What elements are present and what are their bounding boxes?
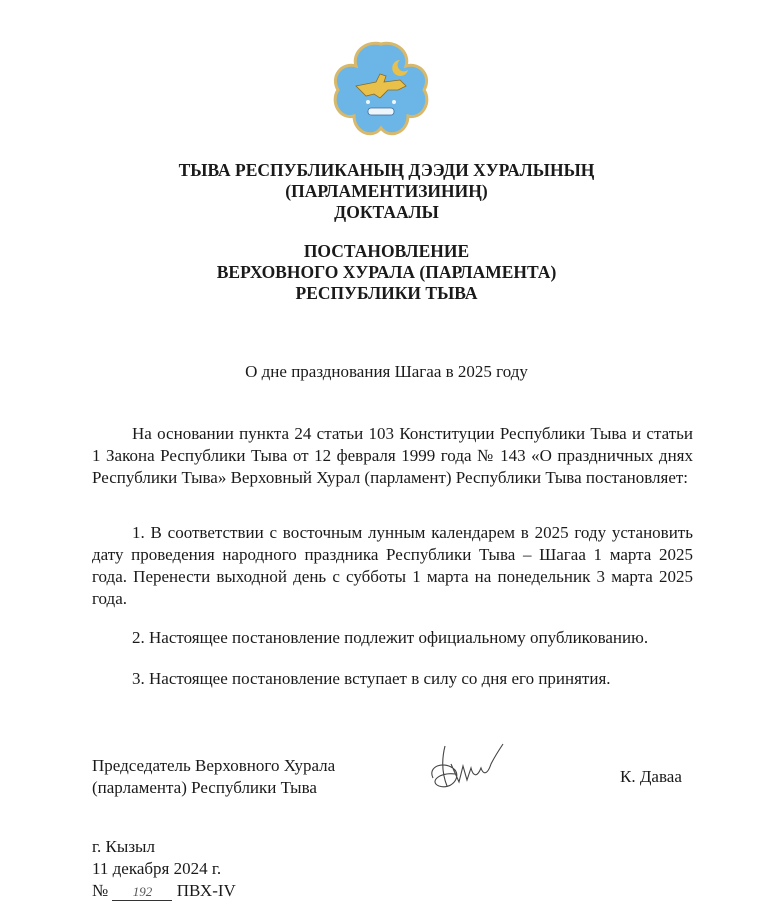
number-suffix: ПВХ-IV (176, 881, 236, 900)
position-line: (парламента) Республики Тыва (92, 778, 317, 797)
header-line: ВЕРХОВНОГО ХУРАЛА (ПАРЛАМЕНТА) (216, 262, 557, 282)
number-sign: № (92, 881, 109, 900)
header-line: ДОКТААЛЫ (334, 202, 439, 222)
header-line: ПОСТАНОВЛЕНИЕ (303, 241, 470, 261)
position-line: Председатель Верховного Хурала (92, 756, 336, 775)
header-line: ТЫВА РЕСПУБЛИКАНЫҢ ДЭЭДИ ХУРАЛЫНЫҢ (178, 160, 595, 180)
russian-header (0, 241, 773, 304)
item-3-paragraph: 3. Настоящее постановление вступает в силу со дня его принятия. (132, 669, 611, 688)
signatory-position (92, 755, 335, 799)
tuva-emblem-icon (328, 36, 434, 142)
header-line: РЕСПУБЛИКИ ТЫВА (295, 283, 478, 303)
footer-city: г. Кызыл (92, 837, 155, 856)
document-footer (92, 836, 236, 902)
item-1-paragraph: 1. В соответствии с восточным лунным календарем в 2025 году установить дату проведения народного праздника Республики Тыва – Шагаа 1 марта 2025 года. Перенести выходной день с субботы 1 марта на понедельник 3 марта 2025 года. (92, 523, 693, 608)
preamble-paragraph: На основании пункта 24 статьи 103 Конституции Республики Тыва и статьи 1 Закона Республики Тыва от 12 февраля 1999 года № 143 «О праздничных днях Республики Тыва» Верховный Хурал (парламент) Республики Тыва постановляет: (92, 424, 693, 487)
footer-date: 11 декабря 2024 г. (92, 859, 222, 878)
handwritten-signature (425, 742, 505, 794)
item-2-paragraph: 2. Настоящее постановление подлежит официальному опубликованию. (132, 628, 649, 647)
document-subject: О дне празднования Шагаа в 2025 году (245, 362, 528, 381)
tuvan-header (0, 160, 773, 223)
footer-number (92, 880, 236, 902)
signatory-name: К. Даваа (620, 767, 682, 786)
header-line: (ПАРЛАМЕНТИЗИНИҢ) (285, 181, 488, 201)
document-number: 192 (112, 884, 172, 901)
